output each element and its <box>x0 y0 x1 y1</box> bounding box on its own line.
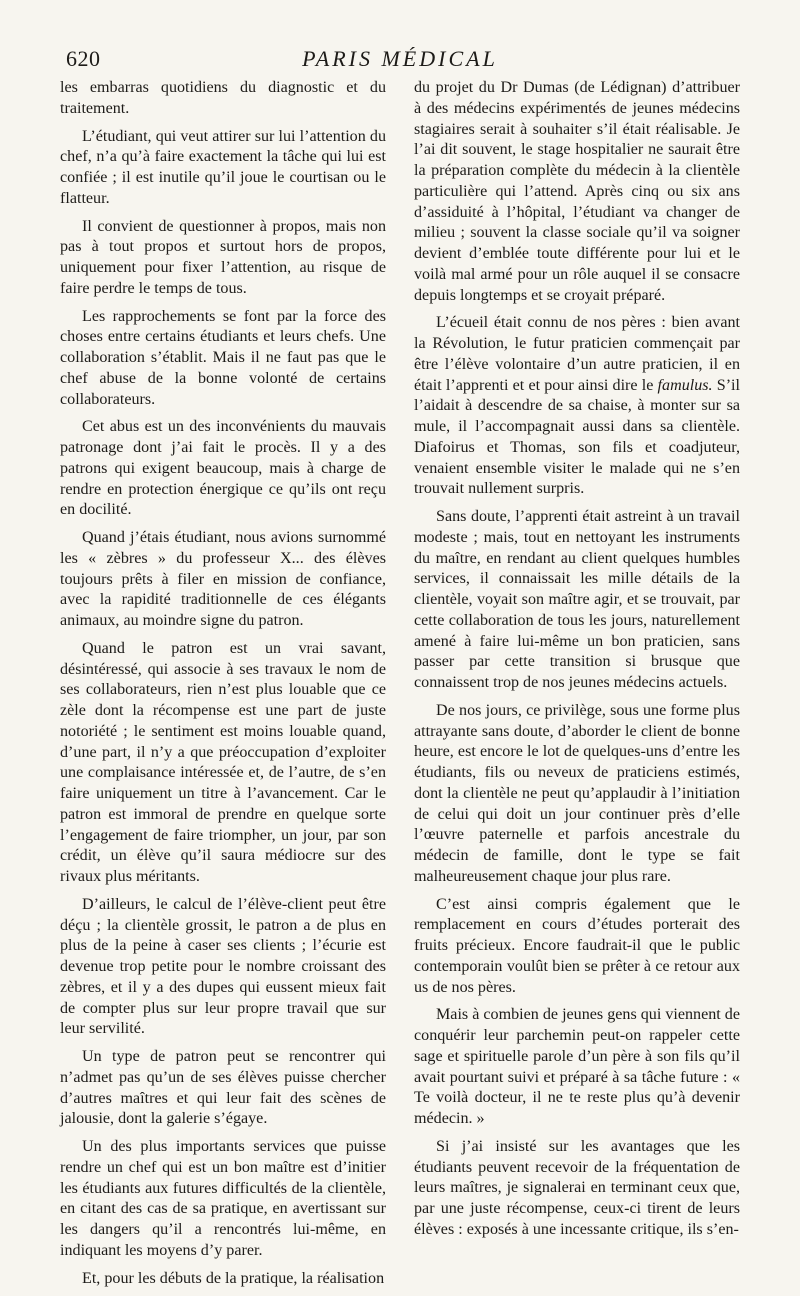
paragraph: Les rapprochements se font par la force des choses entre certains étudiants et leurs chefs. Une collaboration s’établit. Mais il ne faut pas que le chef abuse de la bonne volonté de certains collaborateurs. <box>60 307 386 408</box>
text-run: S’il l’aidait à descendre de sa chaise, à monter sur sa mule, il l’accompagnait aussi dans sa clientèle. Diafoirus et Thomas, son fils et coadjuteur, venaient ensemble visiter le malade qui ne s’en trouvait nullement surpris. <box>414 376 740 498</box>
paragraph: Il convient de questionner à propos, mais non pas à tout propos et surtout hors de propos, uniquement pour fixer l’attention, au risque de faire perdre le temps de tous. <box>60 217 386 297</box>
italic-term-famulus: famulus. <box>657 376 713 394</box>
paragraph: Et, pour les débuts de la pratique, la réalisation <box>82 1269 385 1287</box>
paragraph: Quand j’étais étudiant, nous avions surnommé les « zèbres » du professeur X... des élèves toujours prêts à filer en mission de confiance, avec la rapidité traditionnelle de ces élégants animaux, au moindre signe du patron. <box>60 529 386 629</box>
text-run: L’écueil était connu de nos pères : bien avant la Révolution, le futur praticien commençait par être l’élève volontaire d’un autre praticien, il en était l’apprenti et et pour ainsi dire le <box>414 314 740 394</box>
page-number: 620 <box>66 46 101 71</box>
paragraph-famulus <box>414 313 740 500</box>
paragraph: Si j’ai insisté sur les avantages que les étudiants peuvent recevoir de la fréquentation de leurs maîtres, je signalerai en terminant ceux que, par une juste récompense, ceux-ci tirent de leurs élèves : exposés à une incessante critique, ils s’en- <box>414 1137 740 1238</box>
paragraph: du projet du Dr Dumas (de Lédignan) d’attribuer à des médecins expérimentés de jeunes médecins stagiaires serait à souhaiter s’il était réalisable. Je l’ai dit souvent, le stage hospitalier ne saurait être la préparation complète du médecin à la clientèle particulière qui l’attend. Après cinq ou six ans d’assiduité à l’hôpital, l’étudiant va changer de milieu ; souvent la classe sociale qu’il va soigner devient d’emblée toute différente pour lui et le voilà mal armé pour un rôle auquel il se consacre depuis longtemps et se croyait préparé. <box>414 79 740 304</box>
paragraph: C’est ainsi compris également que le remplacement en cours d’études porterait des fruits précieux. Encore faudrait-il que le public contemporain voulût bien se prêter à ce retour aux us de nos pères. <box>414 895 740 996</box>
journal-title: PARIS MÉDICAL <box>302 46 498 71</box>
paragraph: les embarras quotidiens du diagnostic et du traitement. <box>60 79 386 117</box>
paragraph: L’étudiant, qui veut attirer sur lui l’attention du chef, n’a qu’à faire exactement la tâche qui lui est confiée ; il est inutile qu’il joue le courtisan ou le flatteur. <box>60 127 386 207</box>
left-column <box>60 78 386 1296</box>
paragraph: Un des plus importants services que puisse rendre un chef qui est un bon maître est d’initier les étudiants aux futures difficultés de la clientèle, en citant des cas de sa pratique, en avertissant sur les dangers qu’il a rencontrés lui-même, en indiquant les moyens d’y parer. <box>60 1138 386 1259</box>
paragraph: Quand le patron est un vrai savant, désintéressé, qui associe à ses travaux le nom de ses collaborateurs, rien n’est plus louable que ce zèle dont la récompense est une part de juste notoriété ; le sentiment est moins louable quand, d’une part, il n’y a que préoccupation d’exploiter une complaisance intéressée et, de l’autre, de s’en faire uniquement un titre à l’avancement. Car le patron est immoral de prendre en quelque sorte l’engagement de faire triompher, un jour, par son crédit, un élève qu’il saura médiocre sur des rivaux plus méritants. <box>60 639 386 885</box>
paragraph: Sans doute, l’apprenti était astreint à un travail modeste ; mais, tout en nettoyant les instruments du maître, en rendant au client quelques humbles services, il connaissait les mille détails de la clientèle, voyait son maître agir, et se trouvait, par cette collaboration de tous les jours, naturellement amené à faire lui-même un bon praticien, sans passer par cette transition si brusque que connaissent trop de nos jeunes médecins actuels. <box>414 508 740 691</box>
paragraph: Mais à combien de jeunes gens qui viennent de conquérir leur parchemin peut-on rappeler cette sage et spirituelle parole d’un père à son fils qu’il avait pourtant suivi et préparé à sa tâche future : « Te voilà docteur, il ne te reste plus qu’à devenir médecin. » <box>414 1006 740 1127</box>
paragraph: D’ailleurs, le calcul de l’élève-client peut être déçu ; la clientèle grossit, le patron a de plus en plus de la peine à caser ses clients ; l’écurie est devenue trop petite pour le nombre croissant des zèbres, et il y a des dupes qui eussent mieux fait de compter plus sur leur propre travail que sur leur servilité. <box>60 895 386 1038</box>
paragraph: Cet abus est un des inconvénients du mauvais patronage dont j’ai fait le procès. Il y a des patrons qui exigent beaucoup, mais à charge de rendre en protection énergique ce qu’ils ont reçu en docilité. <box>60 418 386 519</box>
running-header <box>60 42 740 78</box>
paragraph: De nos jours, ce privilège, sous une forme plus attrayante sans doute, d’aborder le client de bonne heure, est encore le lot de quelques-uns d’entre les étudiants, fils ou neveux de praticiens estimés, dont la clientèle ne peut qu’applaudir à l’initiation de celui qui doit un jour continuer près d’elle l’œuvre paternelle et parfois ancestrale du médecin de famille, dont le type se fait malheureusement chaque jour plus rare. <box>414 701 740 885</box>
paragraph: Un type de patron peut se rencontrer qui n’admet pas qu’un de ses élèves puisse chercher d’autres maîtres et qui leur fait des scènes de jalousie, dont la galerie s’égaye. <box>60 1048 386 1128</box>
right-column <box>414 78 740 1248</box>
